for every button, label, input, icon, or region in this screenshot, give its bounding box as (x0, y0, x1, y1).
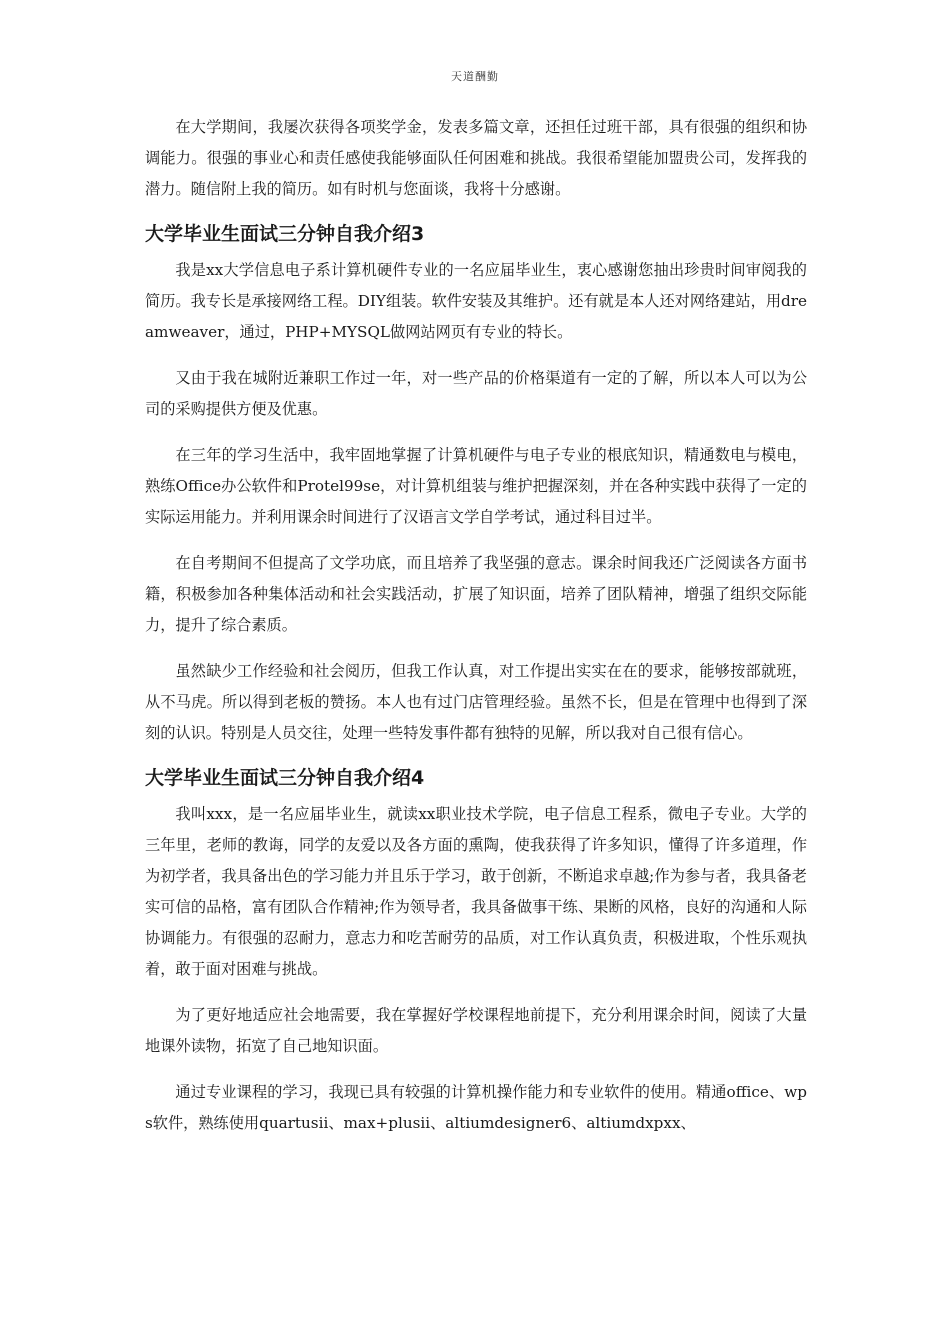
paragraph: 在大学期间，我屡次获得各项奖学金，发表多篇文章，还担任过班干部，具有很强的组织和协调能力。很强的事业心和责任感使我能够面队任何困难和挑战。我很希望能加盟贵公司，发挥我的潜力。随信附上我的简历。如有时机与您面谈，我将十分感谢。 (145, 118, 807, 198)
section-heading: 大学毕业生面试三分钟自我介绍3 (145, 223, 425, 245)
paragraph: 在自考期间不但提高了文学功底，而且培养了我坚强的意志。课余时间我还广泛阅读各方面书籍，积极参加各种集体活动和社会实践活动，扩展了知识面，培养了团队精神，增强了组织交际能力，提升了综合素质。 (145, 554, 807, 634)
paragraph: 又由于我在城附近兼职工作过一年，对一些产品的价格渠道有一定的了解，所以本人可以为公司的采购提供方便及优惠。 (145, 369, 807, 418)
paragraph: 通过专业课程的学习，我现已具有较强的计算机操作能力和专业软件的使用。精通office、wps软件，熟练使用quartusii、max+plusii、altiumdesigner6、altiumdxpxx、 (145, 1083, 807, 1132)
page-header: 天道酬勤 (451, 70, 499, 83)
paragraph: 我叫xxx，是一名应届毕业生，就读xx职业技术学院，电子信息工程系，微电子专业。大学的三年里，老师的教诲，同学的友爱以及各方面的熏陶，使我获得了许多知识，懂得了许多道理，作为初学者，我具备出色的学习能力并且乐于学习，敢于创新，不断追求卓越;作为参与者，我具备老实可信的品格，富有团队合作精神;作为领导者，我具备做事干练、果断的风格，良好的沟通和人际协调能力。有很强的忍耐力，意志力和吃苦耐劳的品质，对工作认真负责，积极进取，个性乐观执着，敢于面对困难与挑战。 (145, 805, 807, 978)
document-body (145, 112, 807, 1154)
paragraph: 为了更好地适应社会地需要，我在掌握好学校课程地前提下，充分利用课余时间，阅读了大量地课外读物，拓宽了自己地知识面。 (145, 1006, 807, 1055)
section-heading: 大学毕业生面试三分钟自我介绍4 (145, 767, 425, 789)
paragraph: 我是xx大学信息电子系计算机硬件专业的一名应届毕业生，衷心感谢您抽出珍贵时间审阅我的简历。我专长是承接网络工程。DIY组装。软件安装及其维护。还有就是本人还对网络建站，用dreamweaver，通过，PHP+MYSQL做网站网页有专业的特长。 (145, 261, 807, 341)
paragraph: 在三年的学习生活中，我牢固地掌握了计算机硬件与电子专业的根底知识，精通数电与模电，熟练Office办公软件和Protel99se，对计算机组装与维护把握深刻，并在各种实践中获得了一定的实际运用能力。并利用课余时间进行了汉语言文学自学考试，通过科目过半。 (145, 446, 807, 526)
paragraph: 虽然缺少工作经验和社会阅历，但我工作认真，对工作提出实实在在的要求，能够按部就班，从不马虎。所以得到老板的赞扬。本人也有过门店管理经验。虽然不长，但是在管理中也得到了深刻的认识。特别是人员交往，处理一些特发事件都有独特的见解，所以我对自己很有信心。 (145, 662, 807, 742)
